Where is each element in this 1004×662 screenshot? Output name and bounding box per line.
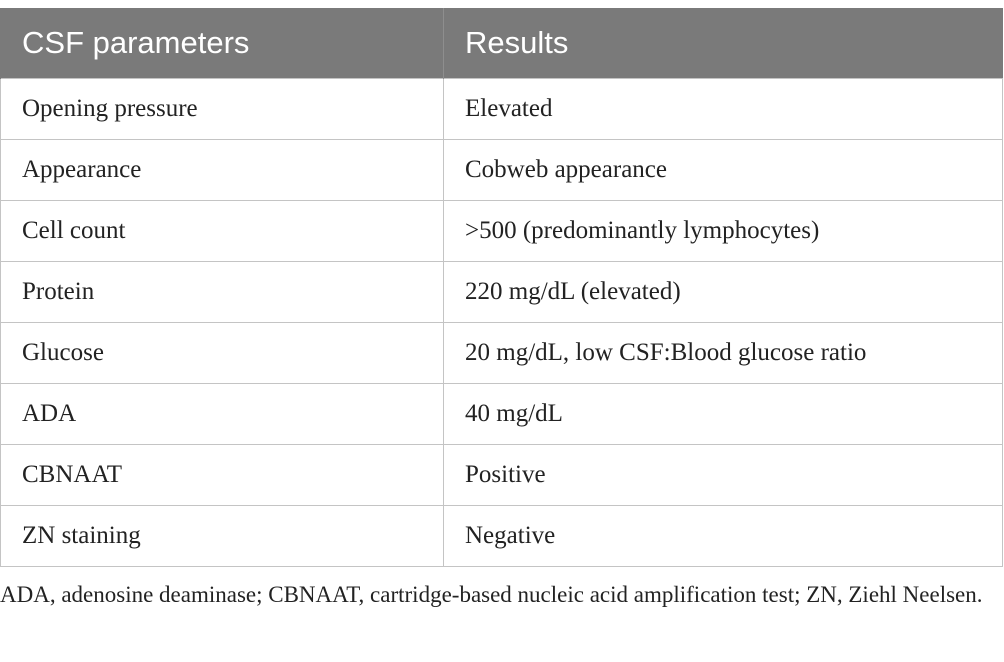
- header-csf-parameters: CSF parameters: [1, 8, 444, 78]
- csf-results-table: [0, 8, 1003, 567]
- result-cell: Positive: [444, 444, 1003, 505]
- csf-results-table-container: [0, 8, 1002, 567]
- header-results: Results: [444, 8, 1003, 78]
- parameter-cell: ZN staining: [1, 505, 444, 566]
- table-row: [1, 78, 1003, 139]
- result-cell: Cobweb appearance: [444, 139, 1003, 200]
- result-cell: 40 mg/dL: [444, 383, 1003, 444]
- result-cell: 20 mg/dL, low CSF:Blood glucose ratio: [444, 322, 1003, 383]
- parameter-cell: Opening pressure: [1, 78, 444, 139]
- table-row: [1, 444, 1003, 505]
- table-row: [1, 322, 1003, 383]
- result-cell: Negative: [444, 505, 1003, 566]
- result-cell: Elevated: [444, 78, 1003, 139]
- table-footnote: ADA, adenosine deaminase; CBNAAT, cartridge-based nucleic acid amplification test; ZN, Ziehl Neelsen.: [0, 582, 983, 607]
- result-cell: >500 (predominantly lymphocytes): [444, 200, 1003, 261]
- parameter-cell: Appearance: [1, 139, 444, 200]
- table-header: [1, 8, 1003, 78]
- table-row: [1, 200, 1003, 261]
- parameter-cell: CBNAAT: [1, 444, 444, 505]
- table-body: [1, 78, 1003, 566]
- table-row: [1, 139, 1003, 200]
- header-row: [1, 8, 1003, 78]
- table-row: [1, 261, 1003, 322]
- parameter-cell: Cell count: [1, 200, 444, 261]
- parameter-cell: Glucose: [1, 322, 444, 383]
- result-cell: 220 mg/dL (elevated): [444, 261, 1003, 322]
- parameter-cell: Protein: [1, 261, 444, 322]
- table-row: [1, 505, 1003, 566]
- table-row: [1, 383, 1003, 444]
- parameter-cell: ADA: [1, 383, 444, 444]
